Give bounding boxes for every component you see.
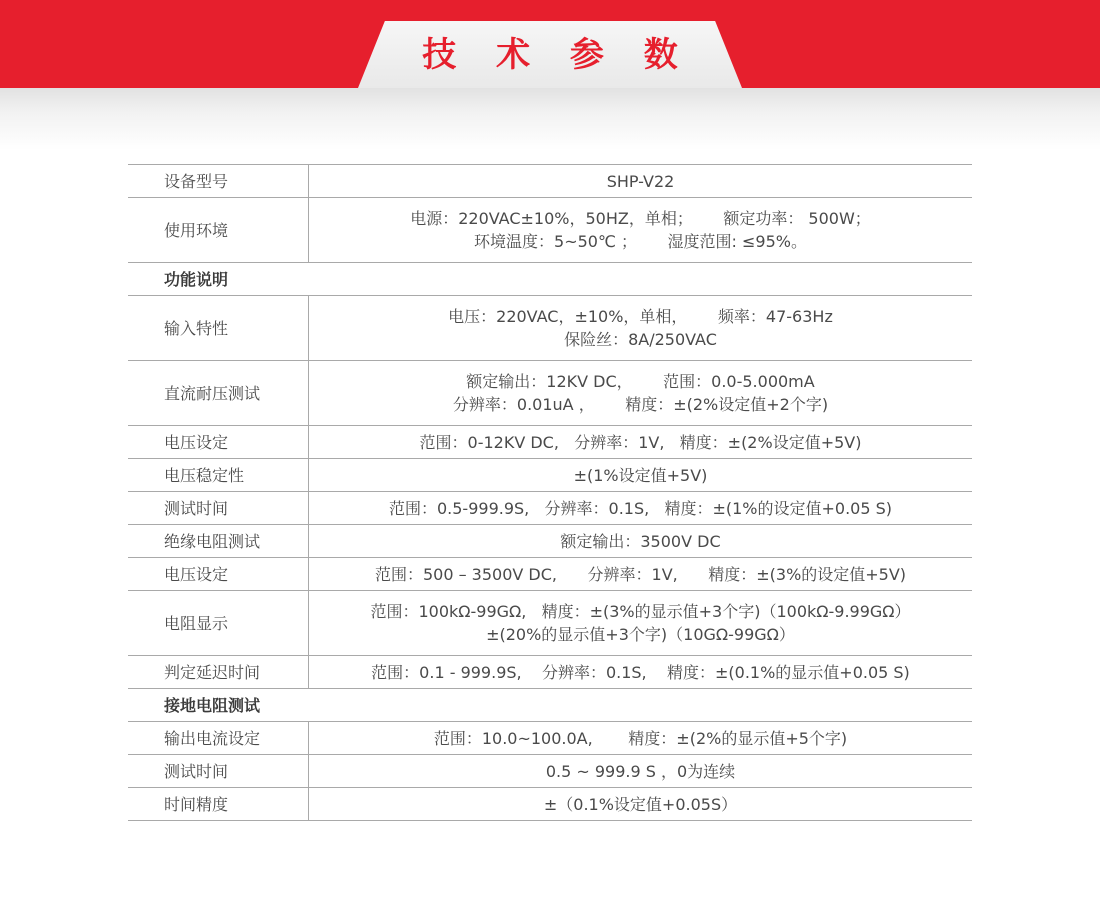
param-value-line: 范围：0.5-999.9S, 分辨率：0.1S, 精度：±(1%的设定值+0.05 S) (388, 498, 893, 518)
param-label: 设备型号 (128, 165, 309, 198)
param-value (309, 361, 973, 426)
param-label: 输入特性 (128, 296, 309, 361)
table-row (128, 722, 972, 755)
param-value-line: 范围：500 – 3500V DC, 分辨率：1V, 精度：±(3%的设定值+5V) (374, 564, 907, 584)
param-value (309, 492, 973, 525)
table-row (128, 198, 972, 263)
param-value (309, 558, 973, 591)
param-value-line: ±(1%设定值+5V) (573, 465, 708, 485)
param-value (309, 591, 973, 656)
spec-table (128, 164, 972, 821)
table-row (128, 426, 972, 459)
param-value (309, 296, 973, 361)
table-row (128, 755, 972, 788)
param-value-line: SHP-V22 (606, 171, 675, 191)
header-gradient (0, 88, 1100, 150)
table-row (128, 296, 972, 361)
param-label: 时间精度 (128, 788, 309, 821)
param-value (309, 459, 973, 492)
param-label: 使用环境 (128, 198, 309, 263)
table-row (128, 361, 972, 426)
param-value (309, 656, 973, 689)
param-value (309, 426, 973, 459)
param-value-line: 范围：100kΩ-99GΩ, 精度：±(3%的显示值+3个字)（100kΩ-9.99GΩ） (370, 602, 911, 621)
param-value (309, 722, 973, 755)
section-row (128, 263, 972, 296)
section-heading: 功能说明 (128, 263, 972, 296)
param-value (309, 755, 973, 788)
param-value-line: 范围：0-12KV DC, 分辨率：1V, 精度：±(2%设定值+5V) (419, 432, 862, 452)
table-row (128, 459, 972, 492)
param-value (309, 788, 973, 821)
section-row (128, 689, 972, 722)
table-row (128, 591, 972, 656)
param-value-line: 额定输出：3500V DC (560, 531, 721, 551)
table-row (128, 525, 972, 558)
param-label: 输出电流设定 (128, 722, 309, 755)
param-value-line: 保险丝：8A/250VAC (564, 330, 717, 349)
param-value-line: ±(20%的显示值+3个字)（10GΩ-99GΩ） (486, 625, 795, 644)
table-row (128, 788, 972, 821)
param-value-line: 电压：220VAC，±10%，单相， 频率：47-63Hz (448, 307, 833, 326)
param-label: 直流耐压测试 (128, 361, 309, 426)
param-value-line: 范围：0.1 - 999.9S, 分辨率：0.1S, 精度：±(0.1%的显示值+0.05 S) (371, 662, 910, 682)
page-header (0, 0, 1100, 150)
param-label: 测试时间 (128, 492, 309, 525)
param-value (309, 198, 973, 263)
param-value-line: 0.5 ~ 999.9 S ，0为连续 (545, 761, 736, 781)
param-value (309, 165, 973, 198)
param-label: 绝缘电阻测试 (128, 525, 309, 558)
table-row (128, 165, 972, 198)
param-value (309, 525, 973, 558)
param-value-line: ±（0.1%设定值+0.05S） (543, 794, 738, 814)
param-label: 测试时间 (128, 755, 309, 788)
param-value-line: 环境温度：5~50℃ ； 湿度范围: ≤95%。 (474, 232, 807, 251)
param-label: 判定延迟时间 (128, 656, 309, 689)
param-value-line: 分辨率：0.01uA ， 精度：±(2%设定值+2个字) (452, 395, 829, 414)
param-value-line: 额定输出：12KV DC， 范围：0.0-5.000mA (466, 372, 815, 391)
table-row (128, 558, 972, 591)
param-value-line: 电源：220VAC±10%，50HZ，单相； 额定功率： 500W； (410, 209, 871, 228)
param-label: 电压设定 (128, 426, 309, 459)
param-label: 电压设定 (128, 558, 309, 591)
param-label: 电压稳定性 (128, 459, 309, 492)
table-row (128, 492, 972, 525)
param-label: 电阻显示 (128, 591, 309, 656)
section-heading: 接地电阻测试 (128, 689, 972, 722)
table-row (128, 656, 972, 689)
param-value-line: 范围：10.0~100.0A, 精度：±(2%的显示值+5个字) (433, 728, 848, 748)
page-title: 技 术 参 数 (422, 35, 692, 75)
